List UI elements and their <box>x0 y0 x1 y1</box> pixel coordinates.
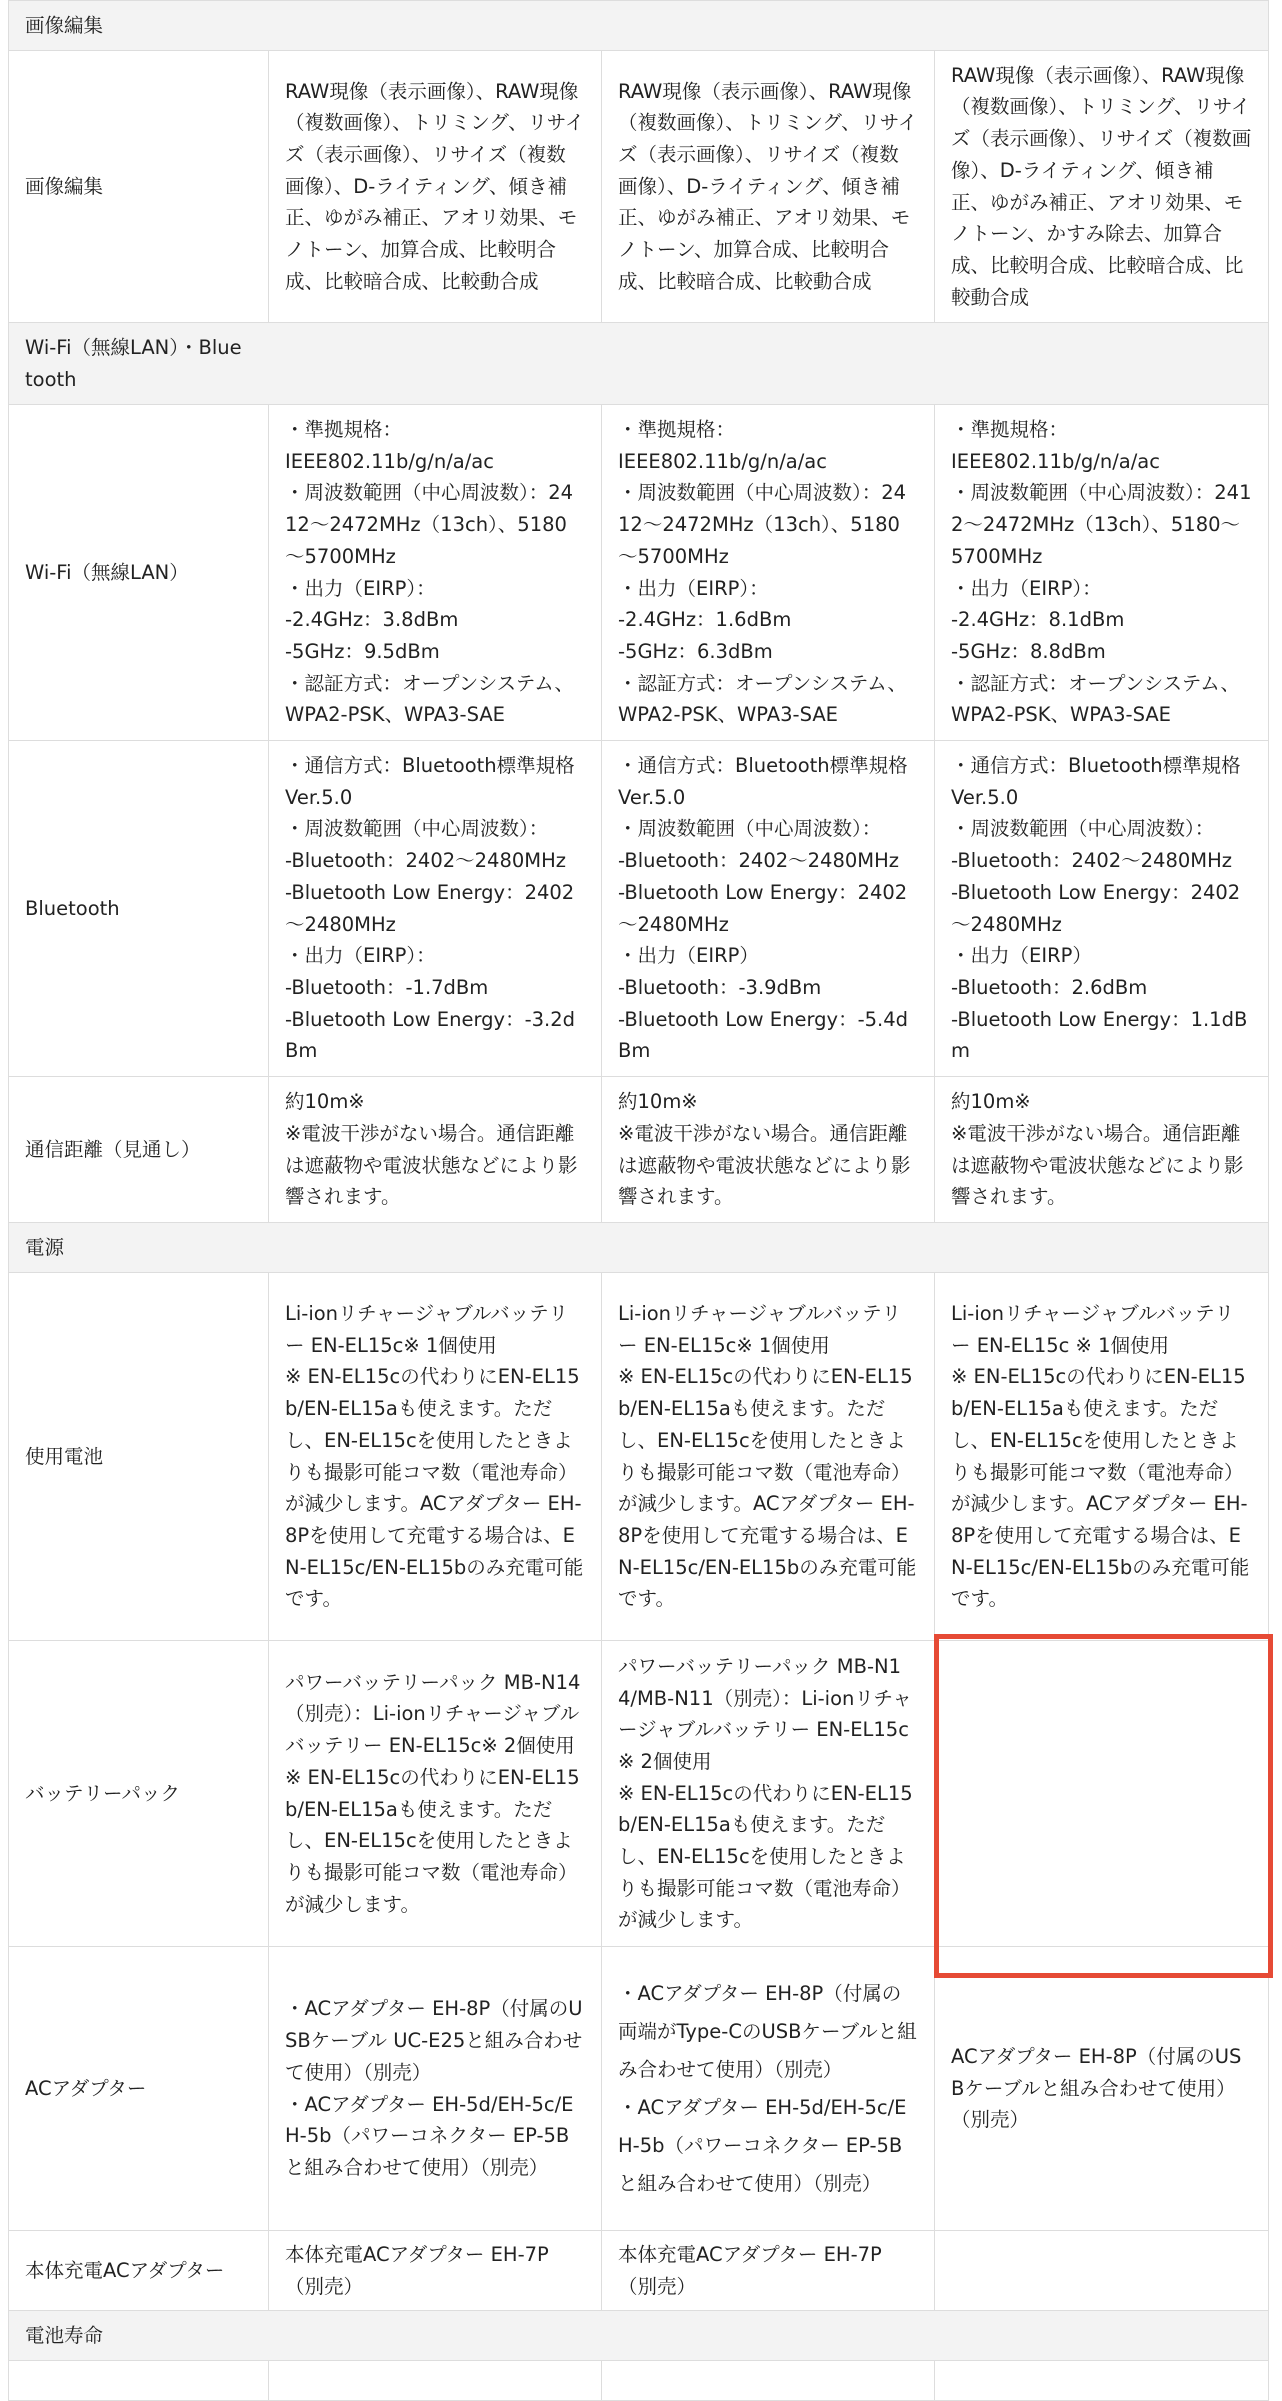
section-title-text: Wi-Fi（無線LAN）・Bluetooth <box>25 335 242 391</box>
cell-model-3 <box>935 741 1269 1077</box>
cell-line: ・出力（EIRP） <box>951 944 1092 968</box>
section-title: 画像編集 <box>9 1 1269 51</box>
cell-line: ・認証方式：オープンシステム、WPA2-PSK、WPA3-SAE <box>285 671 574 727</box>
cell-model-1-empty <box>269 2361 602 2401</box>
cell-model-3-empty <box>935 1641 1269 1947</box>
cell-line: Li-ionリチャージャブルバッテリー EN-EL15c※ 1個使用 <box>285 1301 569 1357</box>
cell-line: ・出力（EIRP） <box>618 944 759 968</box>
cell-line: Li-ionリチャージャブルバッテリー EN-EL15c※ 1個使用 <box>618 1301 902 1357</box>
cell-model-2 <box>602 1947 935 2231</box>
cell-line: -Bluetooth Low Energy：-3.2dBm <box>285 1007 575 1063</box>
cell-model-1 <box>269 405 602 741</box>
table-row-battery-pack <box>9 1641 1269 1947</box>
cell-line: ・出力（EIRP）： <box>951 576 1102 600</box>
table-row-image-edit <box>9 51 1269 323</box>
table-row-battery-life-partial <box>9 2361 1269 2401</box>
cell-line: -Bluetooth：2402～2480MHz <box>285 849 566 873</box>
cell-line: ・ACアダプター EH-8P（付属の両端がType-CのUSBケーブルと組み合わせて使用）（別売） <box>618 1981 917 2081</box>
cell-model-2 <box>602 1641 935 1947</box>
cell-line: ・出力（EIRP）： <box>285 576 436 600</box>
cell-line: -5GHz：9.5dBm <box>285 639 440 663</box>
row-label-empty <box>9 2361 269 2401</box>
cell-model-3: RAW現像（表示画像）、RAW現像（複数画像）、トリミング、リサイズ（表示画像）、リサイズ（複数画像）、D-ライティング、傾き補正、ゆがみ補正、アオリ効果、モノトーン、かすみ除去、加算合成、比較明合成、比較暗合成、比較動合成 <box>935 51 1269 323</box>
cell-line: ※ EN-EL15cの代わりにEN-EL15b/EN-EL15aも使えます。ただし、EN-EL15cを使用したときよりも撮影可能コマ数（電池寿命）が減少します。ACアダプター EH-8Pを使用して充電する場合は、EN-EL15c/EN-EL15bのみ充電可能です。 <box>618 1365 917 1611</box>
cell-line: ・通信方式：Bluetooth標準規格 Ver.5.0 <box>951 753 1241 809</box>
cell-line: ※ EN-EL15cの代わりにEN-EL15b/EN-EL15aも使えます。ただし、EN-EL15cを使用したときよりも撮影可能コマ数（電池寿命）が減少します。ACアダプター EH-8Pを使用して充電する場合は、EN-EL15c/EN-EL15bのみ充電可能です。 <box>951 1365 1250 1611</box>
row-label: 通信距離（見通し） <box>9 1077 269 1223</box>
cell-model-1: RAW現像（表示画像）、RAW現像（複数画像）、トリミング、リサイズ（表示画像）、リサイズ（複数画像）、D-ライティング、傾き補正、ゆがみ補正、アオリ効果、モノトーン、加算合成、比較明合成、比較暗合成、比較動合成 <box>269 51 602 323</box>
cell-line: -Bluetooth Low Energy：1.1dBm <box>951 1007 1248 1063</box>
section-row-battery-life <box>9 2311 1269 2361</box>
cell-line: -Bluetooth：2402～2480MHz <box>951 849 1232 873</box>
cell-model-3 <box>935 1273 1269 1641</box>
cell-line: -2.4GHz：8.1dBm <box>951 608 1125 632</box>
cell-line: ・周波数範囲（中心周波数）： <box>285 817 549 841</box>
section-title: 電源 <box>9 1223 1269 1273</box>
cell-line: ※電波干渉がない場合。通信距離は遮蔽物や電波状態などにより影響されます。 <box>951 1121 1244 1209</box>
cell-line: ・周波数範囲（中心周波数）：2412～2472MHz（13ch）、5180～5700MHz <box>951 481 1252 568</box>
cell-line: ・準拠規格： <box>285 417 403 441</box>
cell-line: -2.4GHz：1.6dBm <box>618 608 792 632</box>
cell-line: 約10m※ <box>285 1090 365 1114</box>
cell-model-2 <box>602 1273 935 1641</box>
row-label: Bluetooth <box>9 741 269 1077</box>
cell-model-1 <box>269 1947 602 2231</box>
cell-line: ・周波数範囲（中心周波数）： <box>618 817 882 841</box>
cell-line: -2.4GHz：3.8dBm <box>285 608 459 632</box>
table-row-range <box>9 1077 1269 1223</box>
cell-model-3 <box>935 405 1269 741</box>
section-title <box>9 323 1269 405</box>
cell-line: -Bluetooth：-3.9dBm <box>618 975 822 999</box>
cell-line: ・認証方式：オープンシステム、WPA2-PSK、WPA3-SAE <box>618 671 907 727</box>
cell-model-1: 本体充電ACアダプター EH-7P（別売） <box>269 2231 602 2311</box>
table-row-bluetooth <box>9 741 1269 1077</box>
cell-line: ・通信方式：Bluetooth標準規格 Ver.5.0 <box>285 753 575 809</box>
cell-line: -5GHz：8.8dBm <box>951 639 1106 663</box>
cell-line: ・ACアダプター EH-5d/EH-5c/EH-5b（パワーコネクター EP-5Bと組み合わせて使用）（別売） <box>285 2092 574 2179</box>
cell-line: ・準拠規格： <box>951 417 1069 441</box>
cell-line: 約10m※ <box>618 1090 698 1114</box>
section-row-image-edit <box>9 1 1269 51</box>
cell-line: パワーバッテリーパック MB-N14/MB-N11（別売）：Li-ionリチャージャブルバッテリー EN-EL15c※ 2個使用 <box>618 1654 912 1773</box>
cell-line: ※ EN-EL15cの代わりにEN-EL15b/EN-EL15aも使えます。ただし、EN-EL15cを使用したときよりも撮影可能コマ数（電池寿命）が減少します。 <box>285 1765 580 1916</box>
cell-model-1 <box>269 1273 602 1641</box>
table-row-battery <box>9 1273 1269 1641</box>
table-row-wifi <box>9 405 1269 741</box>
cell-model-2-empty <box>602 2361 935 2401</box>
row-label: 使用電池 <box>9 1273 269 1641</box>
cell-model-2: 本体充電ACアダプター EH-7P（別売） <box>602 2231 935 2311</box>
section-title: 電池寿命 <box>9 2311 1269 2361</box>
cell-model-2: RAW現像（表示画像）、RAW現像（複数画像）、トリミング、リサイズ（表示画像）、リサイズ（複数画像）、D-ライティング、傾き補正、ゆがみ補正、アオリ効果、モノトーン、加算合成、比較明合成、比較暗合成、比較動合成 <box>602 51 935 323</box>
cell-line: -5GHz：6.3dBm <box>618 639 773 663</box>
cell-model-2 <box>602 741 935 1077</box>
cell-line: ・通信方式：Bluetooth標準規格 Ver.5.0 <box>618 753 908 809</box>
cell-line: -Bluetooth Low Energy：2402～2480MHz <box>618 880 908 936</box>
cell-line: ・出力（EIRP）： <box>285 944 436 968</box>
cell-line: IEEE802.11b/g/n/a/ac <box>951 449 1160 473</box>
cell-line: 約10m※ <box>951 1090 1031 1114</box>
row-label: 本体充電ACアダプター <box>9 2231 269 2311</box>
section-row-power <box>9 1223 1269 1273</box>
cell-line: -Bluetooth Low Energy：2402～2480MHz <box>951 880 1241 936</box>
cell-line: ・周波数範囲（中心周波数）：2412～2472MHz（13ch）、5180～5700MHz <box>618 481 907 568</box>
cell-line: ・ACアダプター EH-5d/EH-5c/EH-5b（パワーコネクター EP-5Bと組み合わせて使用）（別売） <box>618 2095 907 2195</box>
cell-line: ・準拠規格： <box>618 417 736 441</box>
cell-line: ※ EN-EL15cの代わりにEN-EL15b/EN-EL15aも使えます。ただし、EN-EL15cを使用したときよりも撮影可能コマ数（電池寿命）が減少します。 <box>618 1781 913 1932</box>
spec-table <box>8 0 1269 2401</box>
cell-model-1 <box>269 741 602 1077</box>
cell-model-2 <box>602 1077 935 1223</box>
cell-line: ※電波干渉がない場合。通信距離は遮蔽物や電波状態などにより影響されます。 <box>618 1121 911 1209</box>
cell-model-3-empty <box>935 2361 1269 2401</box>
section-row-wifi-bluetooth <box>9 323 1269 405</box>
cell-line: IEEE802.11b/g/n/a/ac <box>285 449 494 473</box>
cell-line: ・出力（EIRP）： <box>618 576 769 600</box>
cell-line: -Bluetooth：-1.7dBm <box>285 975 489 999</box>
cell-line: Li-ionリチャージャブルバッテリー EN-EL15c ※ 1個使用 <box>951 1301 1235 1357</box>
table-row-body-charge <box>9 2231 1269 2311</box>
cell-line: ACアダプター EH-8P（付属のUSBケーブルと組み合わせて使用）（別売） <box>951 2044 1242 2132</box>
cell-line: ※電波干渉がない場合。通信距離は遮蔽物や電波状態などにより影響されます。 <box>285 1121 578 1209</box>
cell-line: ・周波数範囲（中心周波数）： <box>951 817 1215 841</box>
cell-line: -Bluetooth Low Energy：-5.4dBm <box>618 1007 908 1063</box>
cell-model-3 <box>935 1077 1269 1223</box>
cell-line: -Bluetooth：2402～2480MHz <box>618 849 899 873</box>
cell-model-3 <box>935 1947 1269 2231</box>
row-label: 画像編集 <box>9 51 269 323</box>
table-row-ac-adapter <box>9 1947 1269 2231</box>
cell-line: -Bluetooth：2.6dBm <box>951 975 1148 999</box>
cell-line: ・周波数範囲（中心周波数）：2412～2472MHz（13ch）、5180～5700MHz <box>285 481 574 568</box>
cell-line: パワーバッテリーパック MB-N14（別売）：Li-ionリチャージャブルバッテリー EN-EL15c※ 2個使用 <box>285 1670 581 1758</box>
cell-model-1 <box>269 1077 602 1223</box>
cell-line: ※ EN-EL15cの代わりにEN-EL15b/EN-EL15aも使えます。ただし、EN-EL15cを使用したときよりも撮影可能コマ数（電池寿命）が減少します。ACアダプター EH-8Pを使用して充電する場合は、EN-EL15c/EN-EL15bのみ充電可能です。 <box>285 1365 584 1611</box>
cell-model-3-empty <box>935 2231 1269 2311</box>
cell-model-2 <box>602 405 935 741</box>
cell-line: -Bluetooth Low Energy：2402～2480MHz <box>285 880 575 936</box>
row-label: バッテリーパック <box>9 1641 269 1947</box>
cell-line: IEEE802.11b/g/n/a/ac <box>618 449 827 473</box>
cell-model-1 <box>269 1641 602 1947</box>
cell-line: ・ACアダプター EH-8P（付属のUSBケーブル UC-E25と組み合わせて使用）（別売） <box>285 1997 583 2084</box>
row-label: Wi-Fi（無線LAN） <box>9 405 269 741</box>
cell-line: ・認証方式：オープンシステム、WPA2-PSK、WPA3-SAE <box>951 671 1240 727</box>
row-label: ACアダプター <box>9 1947 269 2231</box>
